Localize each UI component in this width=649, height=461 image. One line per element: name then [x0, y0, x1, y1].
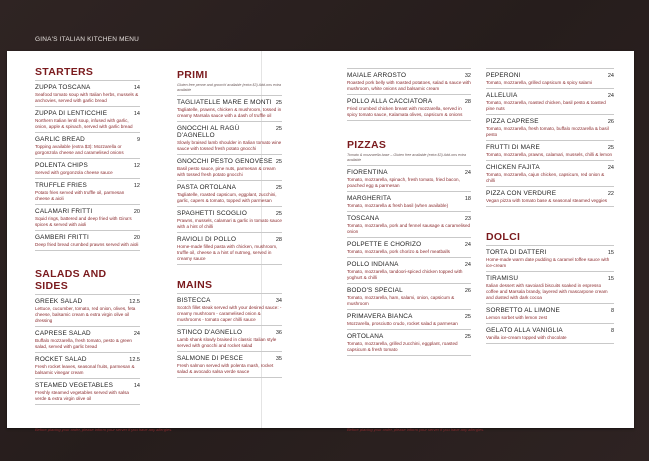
- menu-item-description: Fresh rocket leaves, seasonal fruits, parmesan & balsamic vinegar cream: [35, 364, 135, 375]
- menu-item-description: Lemon sorbet with lemon zest: [486, 315, 548, 320]
- menu-item: [347, 283, 471, 309]
- menu-item-price: 20: [133, 235, 140, 241]
- menu-item: [35, 178, 140, 204]
- section-title-primi: PRIMI: [177, 69, 208, 81]
- menu-item-name: PIZZA CON VERDURE: [486, 190, 557, 197]
- menu-item-description: Tomato, mozzarella, ham, salami, onion, capsicum & mushroom: [347, 295, 455, 307]
- section-title-pizzas: PIZZAS: [347, 139, 387, 151]
- menu-item-description: Northern Italian lentil soup, infused with garlic, onion, apple & spinach, served with garlic bread: [35, 118, 133, 129]
- menu-item-price: 25: [275, 185, 282, 192]
- menu-item: [35, 106, 140, 132]
- menu-item-description: Prawns, mussels, calamari & garlic in tomato sauce with a hint of chilli: [177, 218, 282, 230]
- menu-item-price: 22: [607, 191, 614, 197]
- menu-item-price: 25: [275, 126, 282, 133]
- menu-item: [177, 121, 282, 154]
- menu-item: [347, 165, 471, 191]
- menu-item: [486, 323, 614, 343]
- menu-item-description: Vegan pizza with tomato base & seasonal steamed veggies: [486, 198, 608, 203]
- menu-item-price: 25: [464, 314, 471, 321]
- menu-item-description: Tomato, mozzarella, tandoori-spiced chicken topped with yoghurt & chilli: [347, 269, 463, 281]
- menu-item-name: GNOCCHI PESTO GENOVESE: [177, 158, 273, 166]
- dolci-list: [486, 245, 614, 343]
- menu-item-name: TOSCANA: [347, 215, 380, 223]
- menu-item: [177, 293, 282, 325]
- menu-item-description: Tomato, mozzarella, grilled zucchini, eggplant, roasted capsicum & fresh tomato: [347, 341, 458, 353]
- menu-item-description: Topping available (extra $3): Mozzarella or gorgonzola cheese and caramelised onions: [35, 144, 124, 155]
- menu-item-description: Tomato, mozzarella, prawns, calamari, mussels, chilli & lemon: [486, 152, 613, 157]
- menu-item-description: Freshly steamed vegetables served with salsa verde & extra virgin olive oil: [35, 390, 129, 401]
- menu-item: [347, 94, 471, 120]
- menu-item-description: Lettuce, cucumber, tomato, red onion, olives, feta cheese, balsamic cream & extra virgin olive oil dressing: [35, 306, 136, 323]
- menu-item-name: MAIALE ARROSTO: [347, 72, 407, 79]
- menu-item-price: 14: [133, 111, 140, 117]
- menu-item: [35, 230, 140, 250]
- menu-item-description: Home-made filled pasta with chicken, mushroom, truffle oil, cheese & a hint of nutmeg, served in creamy sauce: [177, 244, 278, 262]
- primi-note: Gluten free penne and gnocchi available (extra $3) Add-ons extra available: [177, 83, 281, 92]
- section-title-mains: MAINS: [177, 279, 213, 292]
- menu-item: [347, 309, 471, 329]
- menu-item-price: 9: [136, 137, 140, 143]
- menu-item: [486, 88, 614, 114]
- menu-item: [177, 232, 282, 264]
- menu-item-name: GARLIC BREAD: [35, 136, 85, 143]
- allergy-note-right: Before placing your order, please inform your server if you have any allergies.: [347, 427, 485, 432]
- primi-list: [177, 95, 282, 264]
- menu-item-description: Tomato, mozzarella & fresh basil (when available): [347, 203, 449, 209]
- menu-item-description: Tomato, mozzarella, fresh tomato, buffalo mozzarella & basil pesto: [486, 126, 609, 137]
- menu-item: [35, 132, 140, 158]
- menu-item-name: SORBETTO AL LIMONE: [486, 307, 560, 314]
- menu-item-description: Lamb shank slowly braised in classic Italian style served with gnocchi and rocket salad: [177, 337, 277, 349]
- menu-item-name: FIORENTINA: [347, 169, 388, 177]
- menu-item-description: Slowly braised lamb shoulder in Italian tomato wine sauce with tossed fresh potato gnocchi: [177, 140, 282, 152]
- menu-item-name: POLPETTE E CHORIZO: [347, 241, 422, 249]
- menu-item-description: Deep fried bread crumbed prawns served with aioli: [35, 242, 139, 247]
- menu-item-name: STINCO D'AGNELLO: [177, 329, 243, 337]
- menu-item: [347, 191, 471, 211]
- menu-item-description: Vanilla ice-cream topped with chocolate: [486, 335, 567, 340]
- menu-item-description: Italian dessert with savoiardi biscuits soaked in espresso coffee and Marsala brandy, layered with mascarpone cream and dusted with dark cocoa: [486, 283, 608, 300]
- menu-item-name: RAVIOLI DI POLLO: [177, 236, 237, 244]
- mains-list: [177, 293, 282, 377]
- menu-item-price: 12: [133, 163, 140, 169]
- menu-item-description: Tomato, mozzarella, cajun chicken, capsicum, red onion & chilli: [486, 172, 605, 183]
- menu-item-description: Tagliatelle, roasted capsicum, eggplant, zucchini, garlic, capers & tomato, topped with parmesan: [177, 192, 277, 204]
- menu-item: [35, 294, 140, 326]
- menu-item-name: GELATO ALLA VANIGLIA: [486, 327, 563, 334]
- menu-item: [35, 326, 140, 352]
- column-starters-salads: [35, 66, 140, 405]
- menu-item: [347, 257, 471, 283]
- menu-item-price: 25: [607, 145, 614, 151]
- menu-item: [486, 68, 614, 88]
- menu-item-name: MARGHERITA: [347, 195, 392, 203]
- menu-item: [486, 303, 614, 323]
- menu-item-price: 35: [275, 356, 282, 363]
- menu-item-price: 24: [464, 262, 471, 269]
- menu-item-name: ALLELUIA: [486, 92, 518, 99]
- menu-item-description: Tomato, mozzarella, spinach, fresh tomato, fried bacon, poached egg & parmesan: [347, 177, 460, 189]
- menu-item-price: 24: [464, 242, 471, 249]
- menu-item-name: PEPERONI: [486, 72, 521, 79]
- starters-list: [35, 80, 140, 250]
- menu-item-price: 28: [464, 99, 471, 105]
- menu-item: [347, 68, 471, 94]
- menu-item: [347, 237, 471, 257]
- menu-item-description: Mozzarella, prosciutto crudo, rocket salad & parmesan: [347, 321, 458, 327]
- menu-item-name: PIZZA CAPRESE: [486, 118, 539, 125]
- menu-item-price: 34: [275, 298, 282, 305]
- menu-item-price: 25: [275, 211, 282, 218]
- pizzas-note: Tomato & mozzarella base – Gluten free available (extra $3) Add-ons extra available: [347, 153, 466, 162]
- menu-item: [35, 378, 140, 404]
- menu-item-price: 24: [464, 170, 471, 177]
- menu-item-name: GAMBERI FRITTI: [35, 234, 89, 241]
- menu-item-name: POLENTA CHIPS: [35, 162, 88, 169]
- menu-item-price: 8: [610, 328, 614, 334]
- menu-item-name: CHICKEN FAJITA: [486, 164, 540, 171]
- menu-item: [177, 206, 282, 232]
- menu-item-description: Fresh salmon served with polenta mash, rocket salad & avocado salsa verde sauce: [177, 363, 274, 375]
- menu-item-name: ZUPPA TOSCANA: [35, 84, 91, 91]
- menu-item-description: Squid rings, battered and deep fried with Gina's spices & served with aioli: [35, 216, 132, 227]
- menu-item-description: Scotch fillet steak served with your desired sauce: - creamy mushroom - caramelised onion & mushrooms - tomato caper chilli sauce: [177, 305, 282, 323]
- menu-item-description: Fried crumbed chicken breast with mozzarella, served in spicy tomato sauce, Kalamata olives, capsicum & onions: [347, 106, 463, 117]
- menu-item-price: 26: [607, 119, 614, 125]
- menu-item-name: ROCKET SALAD: [35, 356, 87, 363]
- menu-item-name: CALAMARI FRITTI: [35, 208, 93, 215]
- menu-item-description: Home-made warm date pudding & caramel toffee sauce with ice-cream: [486, 257, 610, 268]
- menu-item-description: Served with gorgonzola cheese sauce: [35, 170, 113, 175]
- menu-item-price: 18: [464, 196, 471, 203]
- menu-item-price: 14: [133, 85, 140, 91]
- menu-item: [35, 158, 140, 178]
- section-title-starters: STARTERS: [35, 66, 94, 78]
- menu-item-name: GNOCCHI AL RAGÙ D'AGNELLO: [177, 125, 240, 140]
- menu-item-description: Roasted pork belly with roasted potatoes, salad & sauce with mushroom, white onions and balsamic cream: [347, 80, 471, 91]
- menu-item-price: 12: [133, 183, 140, 189]
- menu-item-description: Tomato, mozzarella, grilled capsicum & spicy salami: [486, 80, 592, 85]
- menu-item-price: 15: [607, 250, 614, 256]
- menu-item-price: 14: [133, 383, 140, 389]
- menu-item-description: Buffalo mozzarella, fresh tomato, pesto & green salad, served with garlic bread: [35, 338, 132, 349]
- menu-item-description: Potato fries served with truffle oil, parmesan cheese & aioli: [35, 190, 125, 201]
- menu-item-price: 32: [464, 73, 471, 79]
- salads-list: [35, 294, 140, 404]
- menu-item-name: SALMONE DI PESCE: [177, 355, 244, 363]
- menu-item-price: 24: [133, 331, 140, 337]
- column-mains-pizzas: [347, 68, 471, 356]
- menu-item-name: CAPRESE SALAD: [35, 330, 91, 337]
- menu-item-price: 12.5: [129, 299, 140, 305]
- menu-item-name: POLLO ALLA CACCIATORA: [347, 98, 433, 105]
- pizzas-list: [347, 165, 471, 355]
- menu-item: [486, 114, 614, 140]
- mains-continued-list: [347, 68, 471, 120]
- menu-item-description: Tagliatelle, prawns, chicken & mushroom, tossed in creamy Marsala sauce with a dash of truffle oil: [177, 107, 282, 119]
- menu-item-name: ZUPPA DI LENTICCHIE: [35, 110, 108, 117]
- menu-item-price: 8: [610, 308, 614, 314]
- menu-item-name: ORTOLANA: [347, 333, 384, 341]
- menu-item-name: FRUTTI DI MARE: [486, 144, 540, 151]
- menu-item: [35, 204, 140, 230]
- menu-item-price: 24: [607, 93, 614, 99]
- menu-item-price: 25: [275, 159, 282, 166]
- menu-item: [486, 186, 614, 206]
- menu-item-price: 23: [464, 216, 471, 223]
- menu-item-price: 24: [607, 73, 614, 79]
- section-title-salads: SALADS AND SIDES: [35, 268, 107, 292]
- menu-item-price: 15: [607, 276, 614, 282]
- menu-item-name: TAGLIATELLE MARE E MONTI: [177, 99, 272, 107]
- menu-item: [177, 180, 282, 206]
- menu-item-price: 26: [464, 288, 471, 295]
- menu-item-price: 36: [275, 330, 282, 337]
- menu-item-description: Tomato, mozzarella, pork chorizo & beef meatballs: [347, 249, 450, 255]
- menu-item-price: 28: [275, 237, 282, 244]
- menu-item: [486, 245, 614, 271]
- menu-item-name: STEAMED VEGETABLES: [35, 382, 114, 389]
- menu-item: [177, 325, 282, 351]
- menu-item: [35, 352, 140, 378]
- menu-item-name: PRIMAVERA BIANCA: [347, 313, 413, 321]
- menu-item-price: 24: [607, 165, 614, 171]
- menu-item-price: 25: [275, 100, 282, 107]
- allergy-note-left: Before placing your order, please inform your server if you have any allergies.: [35, 427, 173, 432]
- menu-item-name: BISTECCA: [177, 297, 211, 305]
- menu-item-price: 20: [133, 209, 140, 215]
- menu-item-name: POLLO INDIANA: [347, 261, 399, 269]
- menu-item-name: PASTA ORTOLANA: [177, 184, 237, 192]
- menu-item-description: Tomato, mozzarella, roasted chicken, basil pesto & toasted pine nuts: [486, 100, 606, 111]
- menu-item: [347, 211, 471, 237]
- menu-item-description: Basil pesto sauce, pine nuts, parmesan & cream with tossed fresh potato gnocchi: [177, 166, 276, 178]
- column-primi-mains: [177, 69, 282, 378]
- menu-item: [177, 95, 282, 121]
- column-pizzas-dolci: [486, 68, 614, 344]
- pizzas-continued-list: [486, 68, 614, 206]
- menu-item-name: GREEK SALAD: [35, 298, 83, 305]
- menu-item-description: Seafood tomato soup with Italian herbs, mussels & anchovies, served with garlic bread: [35, 92, 139, 103]
- menu-item-name: TORTA DI DATTERI: [486, 249, 547, 256]
- page-title: GINA'S ITALIAN KITCHEN MENU: [35, 36, 140, 43]
- section-title-dolci: DOLCI: [486, 231, 521, 243]
- menu-item-price: 25: [464, 334, 471, 341]
- menu-item: [486, 160, 614, 186]
- menu-item-description: Tomato, mozzarella, pork and fennel sausage & caramelised onion: [347, 223, 471, 235]
- menu-item-price: 12.5: [129, 357, 140, 363]
- menu-item: [347, 329, 471, 355]
- menu-item-name: SPAGHETTI SCOGLIO: [177, 210, 248, 218]
- menu-item-name: TRUFFLE FRIES: [35, 182, 87, 189]
- menu-item: [486, 271, 614, 303]
- menu-item-name: BODO'S SPECIAL: [347, 287, 403, 295]
- menu-item-name: TIRAMISU: [486, 275, 519, 282]
- menu-item: [177, 154, 282, 180]
- menu-item: [177, 351, 282, 377]
- menu-item: [486, 140, 614, 160]
- menu-item: [35, 80, 140, 106]
